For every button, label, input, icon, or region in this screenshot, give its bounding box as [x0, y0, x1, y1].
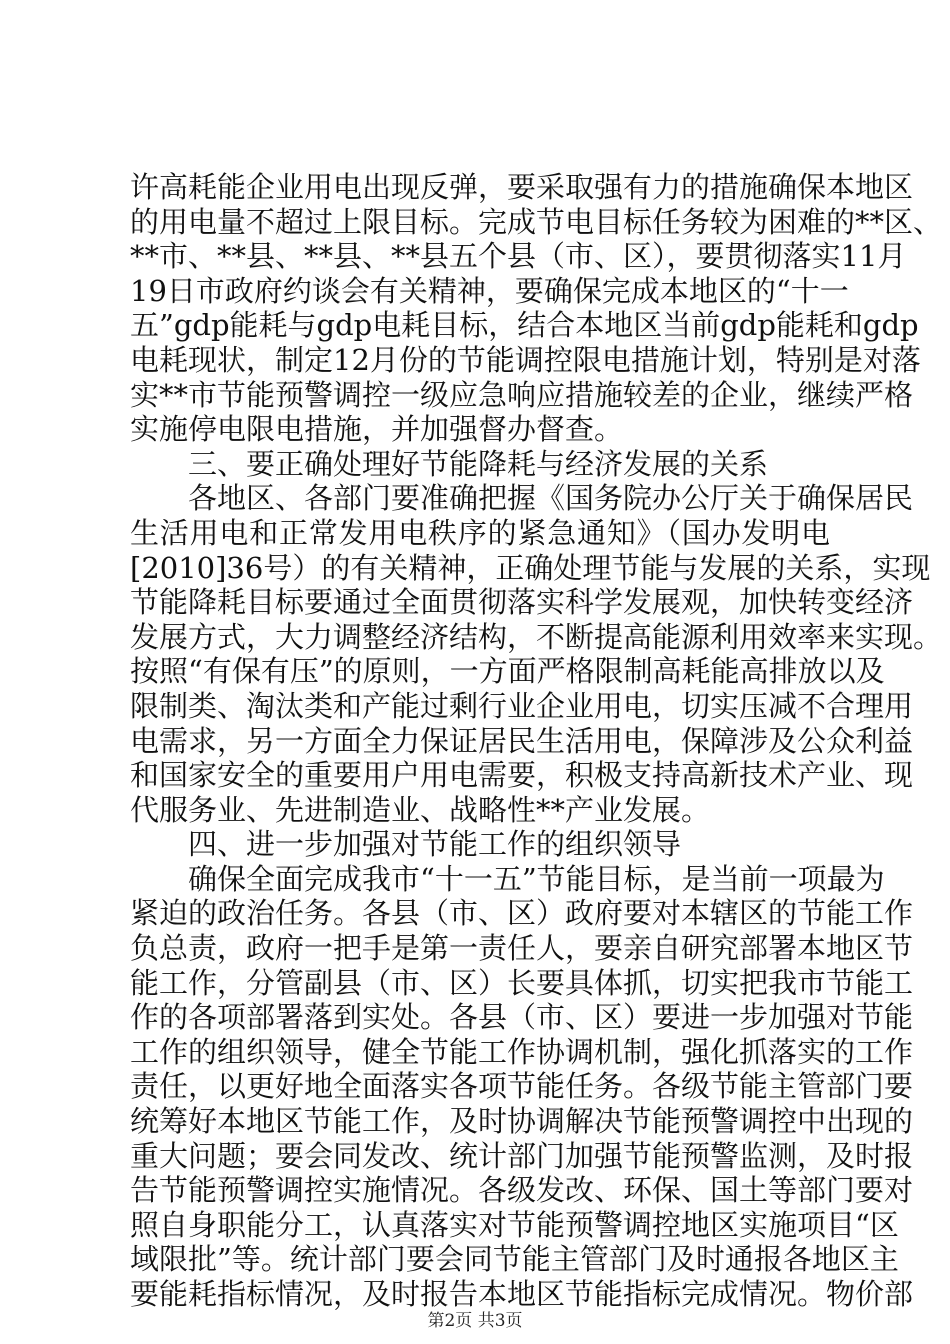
text-line: 许高耗能企业用电出现反弹，要采取强有力的措施确保本地区: [130, 170, 914, 204]
text-line: 19日市政府约谈会有关精神，要确保完成本地区的“十一: [130, 273, 849, 308]
text-line: 各地区、各部门要准确把握《国务院办公厅关于确保居民: [188, 481, 914, 516]
text-line: 的用电量不超过上限目标。完成节电目标任务较为困难的**区、: [130, 204, 943, 239]
text-line: 代服务业、先进制造业、战略性**产业发展。: [130, 792, 711, 827]
text-line: 作的各项部署落到实处。各县（市、区）要进一步加强对节能: [130, 1000, 914, 1035]
section-heading-3: 三、要正确处理好节能降耗与经济发展的关系: [188, 446, 769, 481]
text-line: 确保全面完成我市“十一五”节能目标，是当前一项最为: [188, 861, 885, 896]
text-line: 紧迫的政治任务。各县（市、区）政府要对本辖区的节能工作: [130, 896, 914, 931]
text-line: 和国家安全的重要用户用电需要，积极支持高新技术产业、现: [130, 758, 914, 793]
text-line: 统筹好本地区节能工作，及时协调解决节能预警调控中出现的: [130, 1104, 914, 1139]
paragraph-2: [130, 481, 943, 827]
text-line: 重大问题；要会同发改、统计部门加强节能预警监测，及时报: [130, 1138, 914, 1173]
text-line: 电耗现状，制定12月份的节能调控限电措施计划，特别是对落: [130, 342, 921, 377]
text-line: 生活用电和正常发用电秩序的紧急通知》（国办发明电: [130, 515, 830, 550]
text-line: 域限批”等。统计部门要会同节能主管部门及时通报各地区主: [130, 1242, 899, 1277]
paragraph-1: [130, 170, 943, 447]
section-heading-4: 四、进一步加强对节能工作的组织领导: [188, 827, 682, 862]
document-body: [130, 170, 943, 1312]
text-line: 照自身职能分工，认真落实对节能预警调控地区实施项目“区: [130, 1207, 899, 1242]
paragraph-3: [130, 861, 914, 1312]
text-line: 发展方式，大力调整经济结构，不断提高能源利用效率来实现。: [130, 619, 943, 654]
text-line: 工作的组织领导，健全节能工作协调机制，强化抓落实的工作: [130, 1034, 914, 1069]
text-line: 要能耗指标情况，及时报告本地区节能指标完成情况。物价部: [130, 1277, 914, 1311]
text-line: 实**市节能预警调控一级应急响应措施较差的企业，继续严格: [130, 377, 914, 412]
text-line: 按照“有保有压”的原则，一方面严格限制高耗能高排放以及: [130, 654, 885, 689]
text-line: 实施停电限电措施，并加强督办督查。: [130, 412, 624, 447]
text-line: 电需求，另一方面全力保证居民生活用电，保障涉及公众利益: [130, 723, 914, 758]
text-line: 限制类、淘汰类和产能过剩行业企业用电，切实压减不合理用: [130, 688, 914, 723]
text-line: 负总责，政府一把手是第一责任人，要亲自研究部署本地区节: [130, 931, 914, 966]
text-line: 节能降耗目标要通过全面贯彻落实科学发展观，加快转变经济: [130, 585, 914, 620]
text-line: [2010]36号）的有关精神，正确处理节能与发展的关系，实现: [130, 550, 931, 585]
text-line: 五”gdp能耗与gdp电耗目标，结合本地区当前gdp能耗和gdp: [130, 308, 919, 343]
text-line: 能工作，分管副县（市、区）长要具体抓，切实把我市节能工: [130, 965, 914, 1000]
text-line: 责任，以更好地全面落实各项节能任务。各级节能主管部门要: [130, 1069, 914, 1104]
text-line: 告节能预警调控实施情况。各级发改、环保、国土等部门要对: [130, 1173, 914, 1208]
text-line: **市、**县、**县、**县五个县（市、区），要贯彻落实11月: [130, 239, 907, 274]
page-footer: 第2页 共3页: [427, 1311, 523, 1331]
